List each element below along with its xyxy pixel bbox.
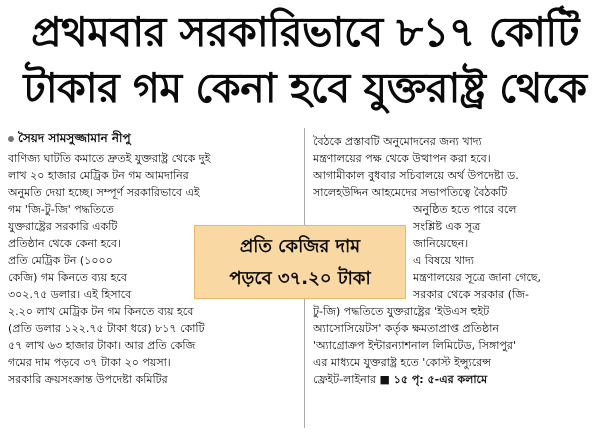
left-line: ৫৭ লাখ ৬৩ হাজার টাকা। আর প্রতি কেজি [8, 339, 196, 352]
price-callout [194, 225, 406, 299]
left-line: কেজি) গম কিনতে ব্যয় হবে [8, 271, 127, 284]
right-line: এর মাধ্যমে যুক্তরাষ্ট্র হতে 'কোস্ট ইন্স্যুরেন্স [313, 356, 491, 369]
right-line: বৈঠকে প্রস্তাবটি অনুমোদনের জন্য খাদ্য [313, 135, 482, 148]
right-line: সংশ্লিষ্ট এক সূত্র [413, 220, 481, 233]
right-line: এ বিষয়ে খাদ্য [413, 254, 474, 267]
right-line-final: ফ্রেইট-লাইনার [313, 373, 376, 386]
left-line: সরকারি ক্রয়সংক্রান্ত উপদেষ্টা কমিটির [8, 373, 168, 386]
right-line: জানিয়েছেন। [413, 237, 469, 250]
headline-line-2: টাকার গম কেনা হবে যুক্তরাষ্ট্র থেকে [23, 64, 587, 112]
left-line: (প্রতি ডলার ১২২.৭৫ টাকা ধরে) ৮১৭ কোটি [8, 322, 205, 335]
left-line: প্রতিষ্ঠান থেকে কেনা হবে। [8, 237, 121, 250]
left-line: প্রতি মেট্রিক টন (১০০০ [8, 254, 113, 267]
left-line: যুক্তরাষ্ট্রের সরকারি একটি [8, 220, 118, 233]
right-line: আগামীকাল বুধবার সচিবালয়ে অর্থ উপদেষ্টা ড. [313, 169, 519, 182]
byline-author: সৈয়দ সামসুজ্জামান নীপু [18, 131, 131, 145]
right-line: 'অ্যাগ্রোক্রপ ইন্টারন্যাশনাল লিমিটেড, সিঙ্গাপুর' [313, 339, 517, 352]
right-line: টু-জি) পদ্ধতিতে যুক্তরাষ্ট্রের 'ইউএস হুইট [313, 305, 490, 318]
right-line: অ্যাসোসিয়েটস' কর্তৃক ক্ষমতাপ্রাপ্ত প্রতিষ্ঠান [313, 322, 499, 335]
left-line: গমের দাম পড়বে ৩৭ টাকা ২০ পয়সা। [8, 356, 171, 369]
right-line: মন্ত্রণালয়ের সূত্রে জানা গেছে, [413, 271, 542, 284]
headline-line-1: প্রথমবার সরকারিভাবে ৮১৭ কোটি [31, 8, 579, 56]
continuation-note[interactable]: ■ ১৫ পৃ: ৫-এর কলামে [379, 373, 488, 386]
right-line: মন্ত্রণালয়ের পক্ষ থেকে উত্থাপন করা হবে। [313, 152, 491, 165]
left-line: ২.২০ লাখ মেট্রিক টন গম কিনতে ব্যয় হবে [8, 305, 194, 318]
right-line: সালেহউদ্দিন আহমেদের সভাপতিত্বে বৈঠকটি [313, 186, 508, 199]
right-line: সরকার থেকে সরকার (জি- [413, 288, 529, 301]
right-line-last [313, 371, 608, 388]
left-line: ৩০২.৭৫ ডলার। এই হিসাবে [8, 288, 132, 301]
right-line: অনুষ্ঠিত হতে পারে বলে [413, 203, 517, 216]
bullet-icon [8, 136, 14, 142]
byline [8, 130, 131, 146]
callout-line-2: পড়বে ৩৭.২০ টাকা [229, 268, 371, 289]
left-line: গম 'জি-টু-জি' পদ্ধতিতে [8, 203, 114, 216]
left-line: অনুমতি দেয়া হচ্ছে। সম্পূর্ণ সরকারিভাবে এই [8, 186, 200, 199]
left-line: বাণিজ্য ঘাটতি কমাতে দ্রুতই যুক্তরাষ্ট্র থেকে দুই [8, 152, 211, 165]
callout-line-1: প্রতি কেজির দাম [239, 236, 361, 257]
left-line: লাখ ২০ হাজার মেট্রিক টন গম আমদানির [8, 169, 189, 182]
